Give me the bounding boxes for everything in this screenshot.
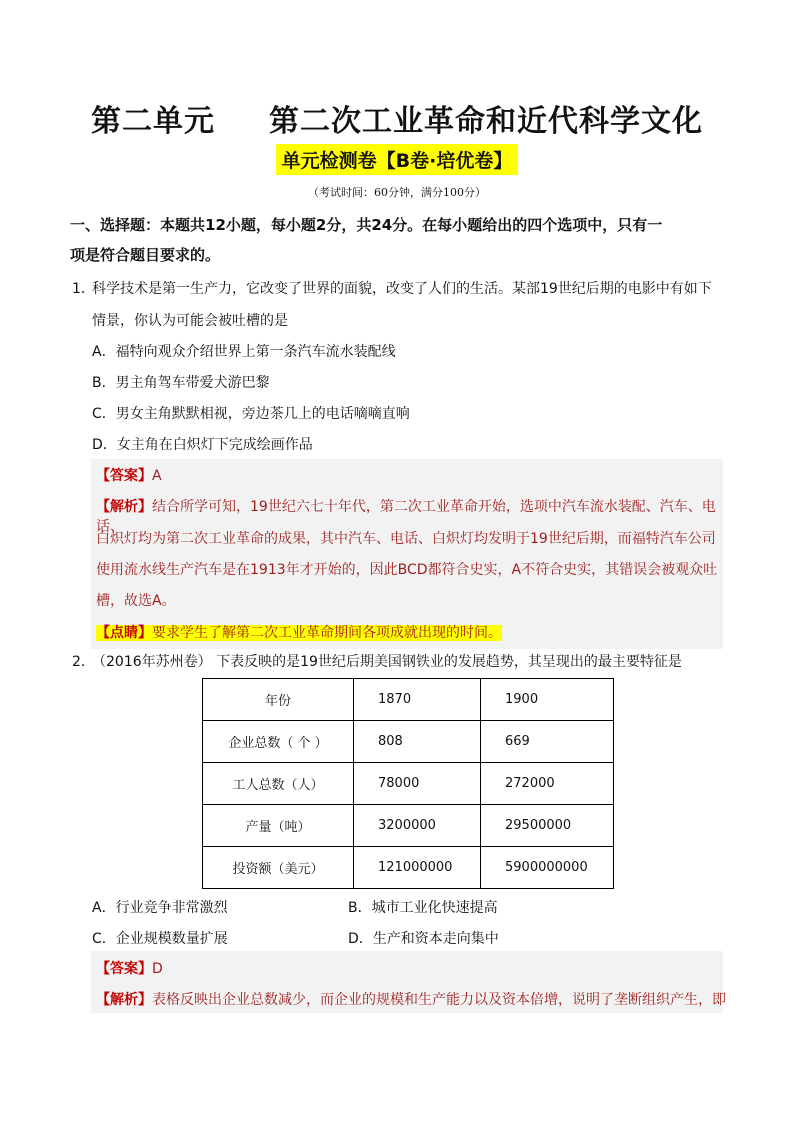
table-cell: 企业总数（ 个 ） [203,721,354,763]
table-cell: 投资额（美元） [203,847,354,889]
unit-label: 第二单元 [91,104,215,139]
option-d: D．女主角在白炽灯下完成绘画作品 [92,437,313,453]
option-c: C．企业规模数量扩展 [92,931,228,947]
table-row [203,805,614,847]
answer-label: 【答案】 [96,961,152,977]
analysis-label: 【解析】 [96,992,152,1008]
question-1-stem-line2: 情景，你认为可能会被吐槽的是 [92,313,288,329]
analysis-text: 表格反映出企业总数减少，而企业的规模和生产能力以及资本倍增，说明了垄断组织产生，即 [152,992,726,1008]
answer-value: A [152,468,162,484]
exam-info: （考试时间：60分钟，满分100分） [308,186,486,199]
option-b: B．男主角驾车带爱犬游巴黎 [92,375,270,391]
section-heading-line2: 项是符合题目要求的。 [70,246,221,264]
answer-value: D [152,961,163,977]
analysis-q2-line1 [96,989,726,1009]
question-2-stem-text: （2016年苏州卷） 下表反映的是19世纪后期美国钢铁业的发展趋势，其呈现出的最主要特征是 [92,654,682,670]
table-row [203,721,614,763]
question-number: 1． [72,281,95,297]
unit-title: 第二次工业革命和近代科学文化 [269,104,703,139]
tip-text: 要求学生了解第二次工业革命期间各项成就出现的时间。 [152,625,502,641]
table-cell: 5900000000 [481,847,614,889]
table-cell: 1900 [481,679,614,721]
table-row [203,847,614,889]
question-1-stem [72,274,732,304]
analysis-q1-line3: 使用流水线生产汽车是在1913年才开始的，因此BCD都符合史实，A不符合史实，其错误会被观众吐 [96,562,718,578]
option-d: D．生产和资本走向集中 [348,931,499,947]
question-2-stem [72,647,732,677]
question-1-stem-line1: 科学技术是第一生产力，它改变了世界的面貌，改变了人们的生活。某部19世纪后期的电影中有如下 [92,281,712,297]
tip-q1 [96,622,726,642]
section-heading-line1: 一、选择题：本题共12小题，每小题2分，共24分。在每小题给出的四个选项中，只有一 [70,216,663,234]
option-c: C．男女主角默默相视，旁边茶几上的电话嘀嘀直响 [92,406,410,422]
answer-box-q1 [91,459,723,649]
table-row [203,679,614,721]
exam-subtitle: 单元检测卷【B卷·培优卷】 [276,144,519,175]
table-row [203,763,614,805]
table-cell: 669 [481,721,614,763]
answer-q2 [96,958,726,978]
option-a: A．行业竞争非常激烈 [92,900,228,916]
analysis-label: 【解析】 [96,499,152,515]
steel-industry-table [202,678,614,889]
table-cell: 产量（吨） [203,805,354,847]
table-cell: 29500000 [481,805,614,847]
page-title [0,96,794,140]
question-number: 2． [72,654,95,670]
option-b: B．城市工业化快速提高 [348,900,498,916]
analysis-q1-line2: 白炽灯均为第二次工业革命的成果，其中汽车、电话、白炽灯均发明于19世纪后期，而福特汽车公司 [96,531,716,547]
table-cell: 工人总数（人） [203,763,354,805]
table-cell: 1870 [354,679,481,721]
table-cell: 78000 [354,763,481,805]
answer-label: 【答案】 [96,468,152,484]
answer-q1 [96,465,726,485]
table-cell: 272000 [481,763,614,805]
option-a: A．福特向观众介绍世界上第一条汽车流水装配线 [92,344,396,360]
table-cell: 3200000 [354,805,481,847]
analysis-q1-line4: 槽，故选A。 [96,593,176,609]
table-cell: 808 [354,721,481,763]
tip-label: 【点睛】 [96,625,152,641]
analysis-text: 结合所学可知，19世纪六七十年代，第二次工业革命开始，选项中汽车流水装配、汽车、电话、 [96,499,716,535]
table-cell: 121000000 [354,847,481,889]
table-cell: 年份 [203,679,354,721]
